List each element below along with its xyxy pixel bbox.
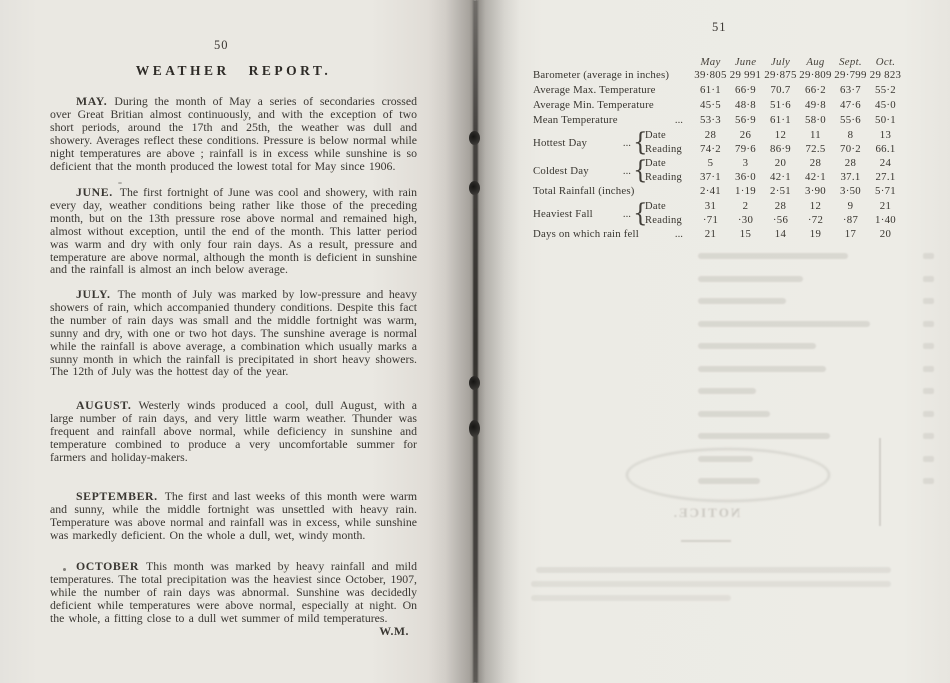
table-value: 5·71 — [875, 185, 896, 197]
paragraph-may — [50, 95, 417, 172]
sub-row-label: Date — [645, 201, 667, 212]
row-label-dots: ... — [622, 208, 631, 220]
brace-glyph: { — [633, 128, 648, 158]
table-value: 79·6 — [735, 143, 756, 155]
table-value: 45·0 — [875, 99, 896, 111]
row-label-text: Total Rainfall (inches) — [533, 185, 635, 197]
table-value: 58·0 — [805, 114, 826, 126]
table-row — [533, 99, 903, 114]
table-value: 50·1 — [875, 114, 896, 126]
row-label-text: Average Min. Temperature — [533, 99, 654, 111]
paragraph-july — [50, 288, 417, 378]
table-value: 61·1 — [700, 84, 721, 96]
paragraph-august — [50, 399, 417, 464]
paragraph-lead: OCTOBER — [76, 559, 139, 573]
table-value: 28 — [704, 129, 717, 141]
row-label-dots: ... — [622, 137, 631, 149]
group-label — [533, 165, 633, 177]
month-label: Sept. — [839, 56, 862, 68]
left-page — [0, 0, 474, 683]
bleed-through-item — [698, 388, 756, 394]
bleed-through-item — [698, 366, 826, 372]
right-page-number: 51 — [712, 20, 727, 34]
table-row — [533, 185, 903, 200]
table-value: 70·2 — [840, 143, 861, 155]
table-value: 26 — [739, 129, 752, 141]
table-value: ·87 — [842, 214, 859, 226]
table-value: 29·799 — [834, 69, 867, 81]
weather-table — [533, 56, 903, 243]
paragraph-lead: AUGUST. — [76, 398, 132, 412]
paragraph-lead: JUNE. — [76, 185, 113, 199]
table-value: 2·41 — [700, 185, 721, 197]
group-label — [533, 208, 633, 220]
row-label — [533, 99, 693, 111]
table-value: 19 — [809, 228, 822, 240]
table-value: 86·9 — [770, 143, 791, 155]
bleed-through-divider — [681, 540, 731, 542]
table-value: 47·6 — [840, 99, 861, 111]
month-label: May — [700, 56, 721, 68]
table-value: 72.5 — [805, 143, 826, 155]
table-value: 21 — [879, 200, 892, 212]
paragraph-lead: SEPTEMBER. — [76, 489, 158, 503]
table-value: ·30 — [737, 214, 754, 226]
table-value: 9 — [847, 200, 854, 212]
table-row-group — [533, 129, 903, 157]
table-value: 66.1 — [875, 143, 896, 155]
table-value: 28 — [774, 200, 787, 212]
paragraph-lead: MAY. — [76, 94, 108, 108]
binding-stitch — [469, 376, 480, 390]
table-value: 37·1 — [700, 171, 721, 183]
table-value: 20 — [879, 228, 892, 240]
table-value: ·72 — [807, 214, 824, 226]
table-row-group — [533, 157, 903, 185]
table-value: 48·8 — [735, 99, 756, 111]
sub-row-label: Reading — [645, 172, 683, 183]
table-value: 66·9 — [735, 84, 756, 96]
table-value: 39·805 — [694, 69, 727, 81]
binding-stitch — [469, 420, 480, 437]
row-label-dots: ... — [622, 165, 631, 177]
row-label-text: Heaviest Fall — [533, 208, 593, 220]
table-value: 1·19 — [735, 185, 756, 197]
bleed-through-pagenum — [923, 411, 934, 417]
paragraph-text: This month was marked by heavy rainfall and mild temperatures. The total precipitation was the heaviest since October, 1907, while the number of rain days was abnormal. Sunshine was decidedly deficient while temperatures were above normal, especially at night. On the whole, a fitting close to a dull wet summer of mild temperatures. — [50, 559, 417, 625]
table-value: 55·2 — [875, 84, 896, 96]
paragraph-text: The month of July was marked by low-pressure and heavy showers of rain, which accompanied thundery conditions. Despite this fact the number of rain days was small and the middle fortnight was warm, sunny and dry, with one or two hot days. The sunshine average is normal while the rainfall is above average, a combination which usually marks a sunny month in which the rainfall is precipitated in short heavy showers. The 12th of July was the hottest day of the year. — [50, 287, 417, 379]
bleed-through-item — [698, 343, 816, 349]
author-initials: W.M. — [379, 623, 409, 638]
row-label-text: Hottest Day — [533, 137, 588, 149]
month-label: Aug — [806, 56, 825, 68]
table-value: 28 — [809, 157, 822, 169]
row-label — [533, 185, 693, 197]
sub-row-label: Date — [645, 130, 667, 141]
bleed-through-illustration — [626, 448, 830, 502]
table-value: 13 — [879, 129, 892, 141]
table-value: 14 — [774, 228, 787, 240]
bleed-through-line — [536, 567, 891, 573]
ink-speck — [63, 568, 66, 571]
table-value: 29 991 — [729, 69, 762, 81]
table-value: 11 — [810, 129, 821, 141]
bleed-through-pagenum — [923, 366, 934, 372]
table-value: 45·5 — [700, 99, 721, 111]
binding-stitch — [469, 131, 480, 145]
table-value: 42·1 — [770, 171, 791, 183]
table-value: 12 — [774, 129, 787, 141]
bleed-through-pagenum — [923, 253, 934, 259]
table-value: 37.1 — [840, 171, 861, 183]
bleed-through-pagenum — [923, 276, 934, 282]
row-label — [533, 114, 693, 126]
bleed-through-rule — [879, 438, 881, 526]
binding-gutter — [473, 0, 478, 683]
row-label-dots: ... — [674, 114, 683, 126]
paragraph-text: Westerly winds produced a cool, dull August, with a large number of rain days, and very little warm weather. Thunder was frequent and rainfall above normal, while deficiency in sunshine and temperature combined to produce a very uncomfortable summer for farmers and holiday-makers. — [50, 398, 417, 464]
table-row — [533, 84, 903, 99]
bleed-through-line — [531, 595, 731, 601]
bleed-through-item — [698, 433, 830, 439]
table-value: 53·3 — [700, 114, 721, 126]
paragraph-text: The first and last weeks of this month were warm and sunny, while the middle fortnight was unsettled with heavy rain. Temperature was above normal and rainfall was in excess, while sunshine was markedly deficient. On the whole a dull, wet, windy month. — [50, 489, 417, 542]
gutter-shadow-right — [478, 0, 520, 683]
sub-row-label: Reading — [645, 215, 683, 226]
bleed-through-item — [698, 253, 848, 259]
table-value: 3 — [742, 157, 749, 169]
left-page-number: 50 — [214, 38, 229, 52]
sub-row-label: Reading — [645, 144, 683, 155]
brace-glyph: { — [633, 156, 648, 186]
table-row — [533, 69, 903, 84]
table-value: 24 — [879, 157, 892, 169]
row-label-text: Coldest Day — [533, 165, 589, 177]
bleed-through-line — [531, 581, 891, 587]
row-label — [533, 84, 693, 96]
paragraph-lead: JULY. — [76, 287, 111, 301]
table-value: 3·50 — [840, 185, 861, 197]
gutter-shadow-left — [428, 0, 473, 683]
table-value: 2·51 — [770, 185, 791, 197]
month-label: Oct. — [875, 56, 896, 68]
table-value: 36·0 — [735, 171, 756, 183]
bleed-through-pagenum — [923, 298, 934, 304]
table-value: 29·809 — [799, 69, 832, 81]
table-value: 55·6 — [840, 114, 861, 126]
row-label-text: Days on which rain fell — [533, 228, 639, 240]
table-value: 15 — [739, 228, 752, 240]
row-label-text: Barometer (average in inches) — [533, 69, 670, 81]
table-value: 2 — [742, 200, 749, 212]
table-value: 31 — [704, 200, 717, 212]
row-label-text: Mean Temperature — [533, 114, 618, 126]
table-months-row — [533, 56, 903, 69]
bleed-through-item — [698, 321, 870, 327]
table-value: 12 — [809, 200, 822, 212]
bleed-through-notice: NOTICE. — [671, 505, 741, 520]
row-label-text: Average Max. Temperature — [533, 84, 656, 96]
row-label-dots: ... — [674, 228, 683, 240]
ink-speck — [118, 182, 122, 184]
table-value: 29·875 — [764, 69, 797, 81]
month-label: June — [734, 56, 757, 68]
paragraph-june — [50, 186, 417, 276]
table-value: 20 — [774, 157, 787, 169]
bleed-through-pagenum — [923, 478, 934, 484]
bleed-through-pagenum — [923, 433, 934, 439]
table-value: 61·1 — [770, 114, 791, 126]
bleed-through-pagenum — [923, 343, 934, 349]
right-page — [476, 0, 950, 683]
table-value: ·56 — [772, 214, 789, 226]
table-value: 56·9 — [735, 114, 756, 126]
table-value: 70.7 — [770, 84, 791, 96]
bleed-through-pagenum — [923, 456, 934, 462]
table-value: 49·8 — [805, 99, 826, 111]
table-value: 66·2 — [805, 84, 826, 96]
row-label — [533, 228, 693, 240]
brace-glyph: { — [633, 199, 648, 229]
table-value: 3·90 — [805, 185, 826, 197]
table-value: 74·2 — [700, 143, 721, 155]
binding-stitch — [469, 181, 480, 195]
table-value: 17 — [844, 228, 857, 240]
sub-row-label: Date — [645, 158, 667, 169]
paragraph-september — [50, 490, 417, 542]
table-value: 8 — [847, 129, 854, 141]
table-row — [533, 228, 903, 243]
bleed-through-pagenum — [923, 321, 934, 327]
table-value: 28 — [844, 157, 857, 169]
paragraph-october — [50, 560, 417, 637]
bleed-through-pagenum — [923, 388, 934, 394]
table-row-group — [533, 200, 903, 228]
paragraph-text: During the month of May a series of secondaries crossed over Great Britian almost continuously, and with the exception of two short periods, around the 17th and 25th, the weather was dull and showery. Averages reflect these conditions. Pressure is below normal while night temperatures are above ; rainfall is in excess while sunshine is so deficient that the month produced the lowest total for May since 1906. — [50, 94, 417, 173]
bleed-through-item — [698, 298, 786, 304]
table-value: 21 — [704, 228, 717, 240]
table-value: 27.1 — [875, 171, 896, 183]
page-title: WEATHER REPORT. — [135, 63, 332, 78]
row-label — [533, 69, 693, 81]
table-value: ·71 — [702, 214, 719, 226]
table-value: 29 823 — [869, 69, 902, 81]
table-value: 1·40 — [875, 214, 896, 226]
month-label: July — [770, 56, 791, 68]
bleed-through-item — [698, 411, 770, 417]
table-value: 42·1 — [805, 171, 826, 183]
table-value: 5 — [707, 157, 714, 169]
table-row — [533, 114, 903, 129]
table-value: 51·6 — [770, 99, 791, 111]
paragraph-text: The first fortnight of June was cool and showery, with rain every day, weather conditions being rather like those of the preceding month, but on the 13th pressure rose above normal and remained high, almost without exception, until the end of the month. This latter period was warm and dry with only four rain days. As a result, pressure and temperature are above normal, although the month is deficient in sunshine and the rainfall is almost an inch below average. — [50, 185, 417, 277]
group-label — [533, 137, 633, 149]
table-value: 63·7 — [840, 84, 861, 96]
bleed-through-item — [698, 276, 803, 282]
